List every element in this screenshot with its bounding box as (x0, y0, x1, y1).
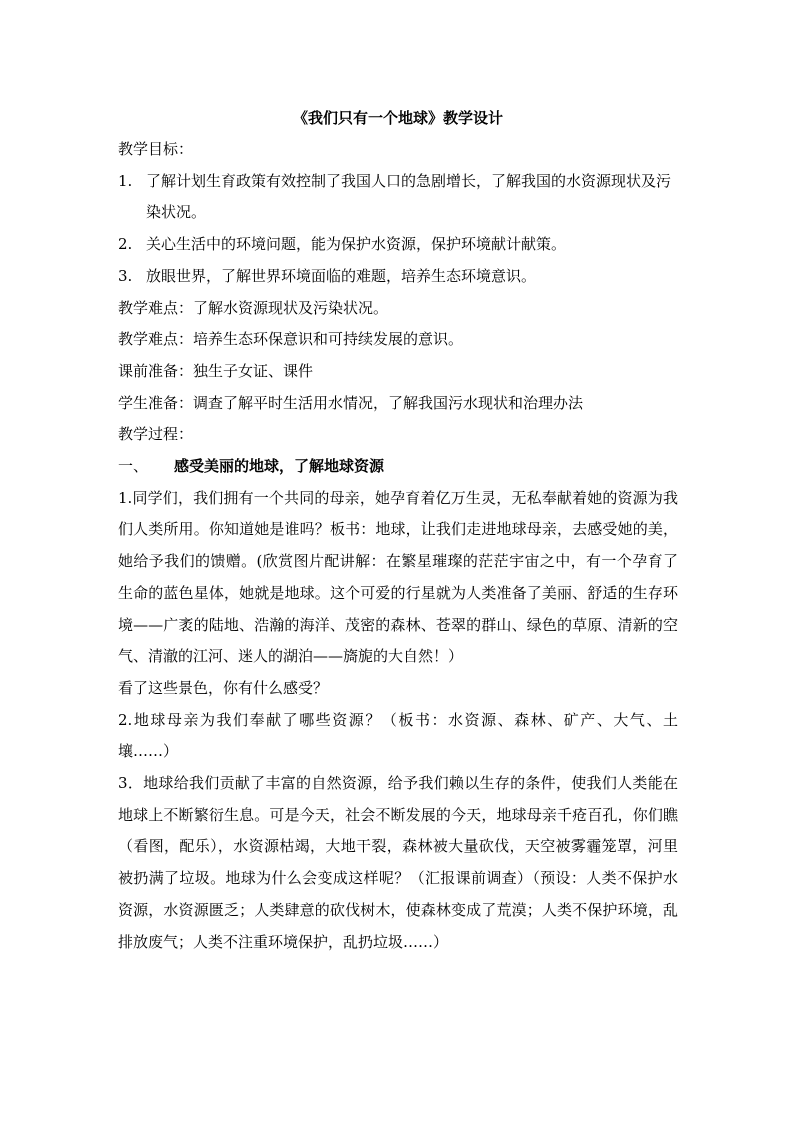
difficulty-line-2: 教学难点：培养生态环保意识和可持续发展的意识。 (118, 330, 464, 349)
paragraph-2: 看了这些景色，你有什么感受？ (118, 678, 329, 697)
section-number: 一、 (118, 457, 149, 476)
objective-item-1 (118, 166, 678, 229)
objective-text: 了解计划生育政策有效控制了我国人口的急剧增长，了解我国的水资源现状及污染状况。 (146, 171, 672, 222)
objective-number: 2. (118, 235, 133, 254)
document-page (118, 104, 678, 958)
student-prep-line: 学生准备：调查了解平时生活用水情况，了解我国污水现状和治理办法 (118, 393, 584, 412)
paragraph-1: 1.同学们，我们拥有一个共同的母亲，她孕育着亿万生灵，无私奉献着她的资源为我们人类所用。你知道她是谁吗？板书：地球，让我们走进地球母亲，去感受她的美，她给予我们的馈赠。(欣赏图片配讲解：在繁星璀璨的茫茫宇宙之中，有一个孕育了生命的蓝色星体，她就是地球。这个可爱的行星就为人类准备了美丽、舒适的生存环境——广袤的陆地、浩瀚的海洋、茂密的森林、苍翠的群山、绿色的草原、清新的空气、清澈的江河、迷人的湖泊——旖旎的大自然！） (118, 488, 678, 666)
teacher-prep-line: 课前准备：独生子女证、课件 (118, 361, 314, 380)
difficulty-line-1: 教学难点：了解水资源现状及污染状况。 (118, 298, 389, 317)
paragraph-4: 3．地球给我们贡献了丰富的自然资源，给予我们赖以生存的条件，使我们人类能在地球上不断繁衍生息。可是今天，社会不断发展的今天，地球母亲千疮百孔，你们瞧（看图，配乐），水资源枯竭，大地干裂，森林被大量砍伐，天空被雾霾笼罩，河里被扔满了垃圾。地球为什么会变成这样呢？（汇报课前调查）（预设：人类不保护水资源，水资源匮乏；人类肆意的砍伐树木，使森林变成了荒漠；人类不保护环境，乱排放废气；人类不注重环境保护，乱扔垃圾……） (118, 774, 678, 951)
objective-item-2 (118, 229, 678, 261)
objective-text: 放眼世界，了解世界环境面临的难题，培养生态环境意识。 (146, 266, 537, 285)
process-heading: 教学过程： (118, 425, 194, 444)
paragraph-3: 2.地球母亲为我们奉献了哪些资源？（板书：水资源、森林、矿产、大气、土壤……） (118, 710, 678, 761)
objective-text: 关心生活中的环境问题，能为保护水资源，保护环境献计献策。 (146, 235, 567, 254)
objective-number: 3. (118, 266, 133, 285)
objective-number: 1. (118, 171, 133, 190)
section-title: 感受美丽的地球，了解地球资源 (174, 457, 385, 476)
section-heading-1 (118, 451, 678, 483)
document-title: 《我们只有一个地球》教学设计 (292, 109, 503, 127)
objectives-heading: 教学目标： (118, 140, 194, 158)
objective-item-3 (118, 261, 678, 293)
